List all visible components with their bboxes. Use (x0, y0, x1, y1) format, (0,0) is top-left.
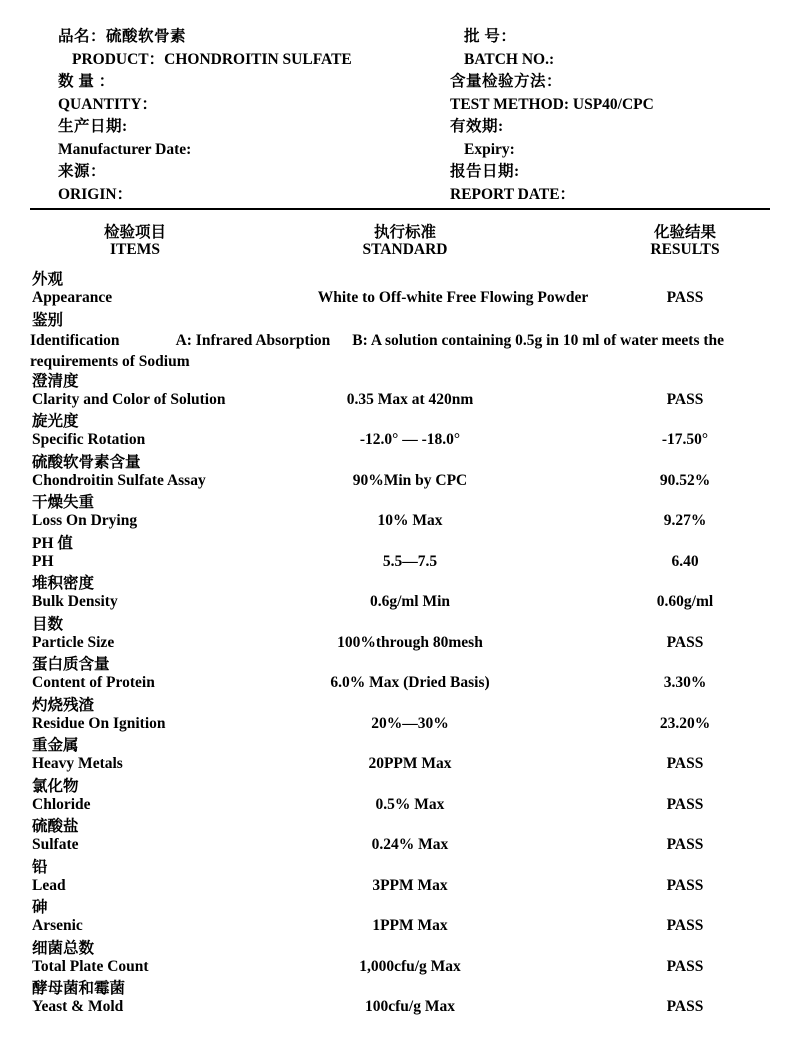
item-result: PASS (666, 289, 704, 306)
item-name-en: Sulfate (32, 836, 79, 853)
item-result: 0.60g/ml (656, 593, 714, 610)
header-right-line-4: 有效期: (450, 118, 504, 135)
item-standard: 1,000cfu/g Max (359, 957, 461, 975)
item-result: PASS (666, 390, 704, 408)
table-row (30, 817, 770, 858)
document-header (30, 26, 770, 202)
item-standard: 100cfu/g Max (365, 998, 455, 1015)
item-result: 90.52% (659, 471, 711, 489)
header-left-line-0: 品名：硫酸软骨素 (58, 28, 187, 45)
identification-row-content (30, 330, 770, 372)
column-header-items-en: ITEMS (110, 241, 160, 258)
table-row (30, 372, 770, 413)
item-name-en: Identification (30, 331, 120, 349)
column-header-results-cn: 化验结果 (653, 224, 716, 241)
item-name-cn: 氯化物 (32, 777, 79, 795)
item-result: PASS (666, 998, 704, 1015)
item-name-cn: 旋光度 (32, 413, 79, 430)
table-row (30, 311, 770, 372)
header-left-line-7: ORIGIN： (58, 185, 133, 203)
header-left-column (58, 26, 352, 206)
row-values (30, 796, 770, 817)
table-row (30, 534, 770, 575)
header-left-line-5: Manufacturer Date: (58, 140, 192, 158)
header-right-line-1: BATCH NO.: (464, 50, 555, 68)
header-divider (30, 208, 770, 210)
table-header-row (30, 220, 770, 270)
item-standard: 3PPM Max (372, 876, 448, 894)
item-name-en: Appearance (32, 289, 113, 306)
row-values (30, 715, 770, 736)
item-standard: 6.0% Max (Dried Basis) (330, 674, 490, 691)
item-name-en: Loss On Drying (32, 512, 138, 529)
item-result: 6.40 (671, 552, 699, 570)
table-row (30, 412, 770, 453)
item-result: 3.30% (663, 674, 707, 691)
column-header-standard-cn: 执行标准 (373, 224, 436, 241)
item-result: PASS (666, 755, 704, 772)
table-row (30, 493, 770, 534)
item-name-en: Yeast & Mold (32, 998, 124, 1015)
item-name-cn: 细菌总数 (32, 939, 95, 957)
item-result: PASS (666, 836, 704, 853)
table-row (30, 777, 770, 818)
item-standard: 5.5—7.5 (382, 552, 438, 570)
identification-standard-continuation: requirements of Sodium (30, 352, 190, 370)
item-name-cn: 蛋白质含量 (32, 656, 110, 673)
item-name-en: Content of Protein (32, 674, 155, 691)
item-name-cn: 硫酸盐 (32, 818, 79, 835)
table-row (30, 615, 770, 656)
header-right-line-3: TEST METHOD: USP40/CPC (450, 95, 654, 113)
row-values (30, 634, 770, 655)
item-name-cn: 砷 (32, 899, 48, 916)
item-name-en: Residue On Ignition (32, 714, 166, 732)
table-row (30, 655, 770, 696)
item-name-en: Chloride (32, 795, 91, 813)
item-result: PASS (666, 633, 704, 651)
header-left-line-3: QUANTITY： (58, 95, 158, 113)
row-values (30, 289, 770, 310)
item-name-en: Bulk Density (32, 593, 118, 610)
column-header-standard-en: STANDARD (362, 241, 448, 258)
header-right-line-0: 批 号： (464, 28, 517, 45)
item-name-en: Lead (32, 876, 66, 894)
item-name-en: Chondroitin Sulfate Assay (32, 471, 206, 489)
item-standard: 0.24% Max (371, 836, 449, 853)
header-right-line-5: Expiry: (464, 140, 515, 158)
item-name-cn: 重金属 (32, 737, 79, 754)
column-header-results-en: RESULTS (650, 241, 720, 258)
item-standard: 90%Min by CPC (352, 471, 468, 489)
header-left-line-6: 来源： (58, 163, 107, 180)
header-right-line-7: REPORT DATE： (450, 185, 576, 203)
row-values (30, 391, 770, 412)
table-row (30, 574, 770, 615)
item-standard: 0.35 Max at 420nm (346, 390, 474, 408)
header-left-line-1: PRODUCT：CHONDROITIN SULFATE (72, 50, 352, 68)
item-result: 9.27% (663, 512, 707, 529)
header-left-line-4: 生产日期: (58, 118, 128, 135)
item-standard: 20PPM Max (368, 755, 452, 772)
item-standard: 20%—30% (371, 714, 449, 732)
header-right-line-6: 报告日期: (450, 163, 520, 180)
item-result: PASS (666, 795, 704, 813)
item-name-cn: 干燥失重 (32, 494, 95, 511)
row-values (30, 836, 770, 857)
item-name-en: Clarity and Color of Solution (32, 390, 226, 408)
item-result: -17.50° (661, 431, 709, 448)
analysis-table (30, 220, 770, 1020)
row-values (30, 593, 770, 614)
table-row (30, 270, 770, 311)
item-name-en: Particle Size (32, 633, 115, 651)
item-name-cn: 堆积密度 (32, 575, 95, 592)
item-name-en: Total Plate Count (32, 957, 149, 975)
item-name-cn: 外观 (32, 271, 64, 288)
table-body (30, 270, 770, 1020)
item-name-cn: 硫酸软骨素含量 (32, 453, 141, 471)
header-left-line-2: 数 量 ： (58, 73, 115, 90)
header-right-line-2: 含量检验方法： (450, 73, 563, 90)
item-standard: 0.5% Max (375, 795, 445, 813)
table-row (30, 696, 770, 737)
item-name-en: PH (32, 552, 54, 570)
row-values (30, 512, 770, 533)
item-name-cn: 铅 (32, 858, 48, 876)
table-row (30, 979, 770, 1020)
row-values (30, 553, 770, 574)
identification-standard-a: A: Infrared Absorption (175, 331, 331, 349)
item-standard: 1PPM Max (372, 917, 448, 934)
item-name-cn: 灼烧残渣 (32, 696, 95, 714)
column-header-items-cn: 检验项目 (103, 224, 166, 241)
item-standard: 0.6g/ml Min (369, 593, 451, 610)
item-name-cn: PH 值 (32, 534, 73, 552)
item-name-cn: 酵母菌和霉菌 (32, 980, 126, 997)
item-result: 23.20% (659, 714, 711, 732)
row-values (30, 674, 770, 695)
row-values (30, 472, 770, 493)
item-name-cn: 目数 (32, 615, 64, 633)
item-name-cn: 鉴别 (32, 311, 64, 329)
item-result: PASS (666, 876, 704, 894)
table-row (30, 898, 770, 939)
item-standard: 100%through 80mesh (337, 633, 483, 651)
table-row (30, 453, 770, 494)
row-values (30, 998, 770, 1019)
item-result: PASS (666, 917, 704, 934)
table-row (30, 939, 770, 980)
item-result: PASS (666, 957, 704, 975)
table-row (30, 858, 770, 899)
item-standard: White to Off-white Free Flowing Powder (317, 289, 589, 306)
row-values (30, 917, 770, 938)
row-values (30, 431, 770, 452)
row-values (30, 877, 770, 898)
identification-standard-b: B: A solution containing 0.5g in 10 ml of water meets the (352, 331, 725, 349)
item-name-en: Arsenic (32, 917, 83, 934)
item-standard: -12.0° — -18.0° (359, 431, 461, 448)
item-name-cn: 澄清度 (32, 372, 79, 390)
table-row (30, 736, 770, 777)
item-name-en: Specific Rotation (32, 431, 146, 448)
header-right-column (450, 26, 654, 206)
row-values (30, 958, 770, 979)
item-standard: 10% Max (377, 512, 443, 529)
row-values (30, 755, 770, 776)
item-name-en: Heavy Metals (32, 755, 123, 772)
